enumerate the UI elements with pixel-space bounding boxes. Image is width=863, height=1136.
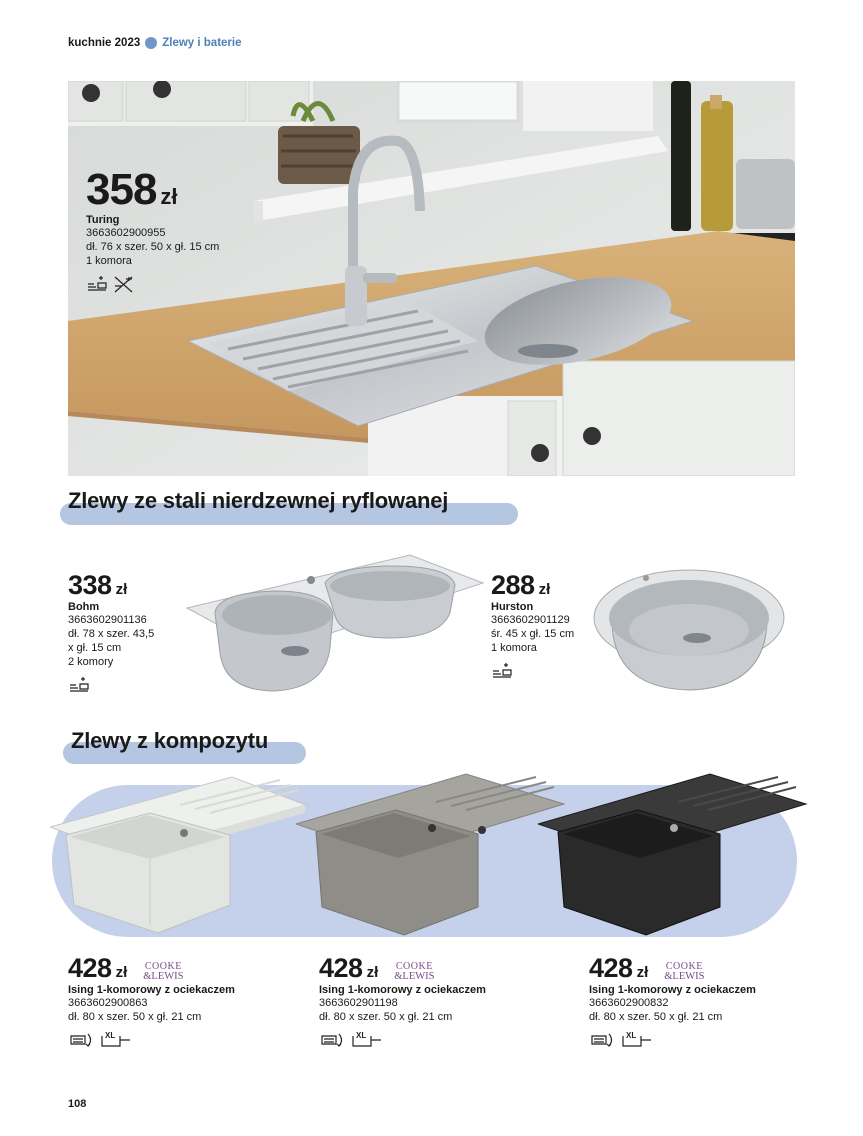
- product-ising-white-price-value: 428: [68, 953, 112, 983]
- no-dishwasher-icon: [112, 274, 136, 294]
- hero-product-name: Turing: [86, 214, 120, 226]
- product-hurston: [491, 572, 574, 681]
- product-bohm-code: 3663602901136: [68, 614, 147, 626]
- product-ising-black-feature-icons: [589, 1030, 756, 1050]
- page-number: 108: [68, 1098, 87, 1110]
- hero-price: [86, 165, 219, 214]
- product-ising-black-dims: dł. 80 x szer. 50 x gł. 21 cm: [589, 1011, 723, 1023]
- hero-product-dims: dł. 76 x szer. 50 x gł. 15 cm: [86, 241, 220, 253]
- section1-title: Zlewy ze stali nierdzewnej ryflowanej: [68, 488, 449, 513]
- xl-label: XL: [626, 1031, 637, 1040]
- xl-label: XL: [105, 1031, 116, 1040]
- product-bohm-price-currency: zł: [115, 581, 128, 598]
- product-ising-white-feature-icons: [68, 1030, 235, 1050]
- reversible-sink-icon: [589, 1030, 615, 1050]
- catalog-label: kuchnie 2023: [68, 37, 141, 49]
- product-ising-white-price-currency: zł: [115, 964, 128, 981]
- product-hurston-price: [491, 572, 574, 599]
- product-ising-black-price-currency: zł: [636, 964, 649, 981]
- product-ising-grey-name: Ising 1-komorowy z ociekaczem: [319, 984, 486, 996]
- product-ising-grey-dims: dł. 80 x szer. 50 x gł. 21 cm: [319, 1011, 453, 1023]
- xl-bowl-icon: [98, 1030, 136, 1050]
- product-bohm-feature-icons: [68, 675, 154, 695]
- category-link[interactable]: Zlewy i baterie: [162, 37, 242, 49]
- reversible-sink-icon: [319, 1030, 345, 1050]
- breadcrumb-dot-icon: [145, 37, 157, 49]
- drainer-sink-icon: [68, 675, 90, 695]
- xl-label: XL: [356, 1031, 367, 1040]
- hero-product-code: 3663602900955: [86, 227, 166, 239]
- hero-price-value: 358: [86, 165, 157, 214]
- product-ising-grey-image: [296, 772, 568, 937]
- product-ising-black-image: [538, 772, 808, 937]
- hero-product-info: [86, 165, 220, 294]
- cooke-lewis-logo: COOKE &LEWIS: [143, 961, 184, 982]
- product-ising-white-code: 3663602900863: [68, 997, 148, 1009]
- product-bohm-dims-depth: x gł. 15 cm: [68, 642, 122, 654]
- drainer-sink-icon: [491, 661, 513, 681]
- product-bohm-price: [68, 572, 154, 599]
- product-hurston-feature-icons: [491, 661, 574, 681]
- product-bohm: [68, 572, 154, 695]
- product-ising-black-code: 3663602900832: [589, 997, 669, 1009]
- product-ising-grey: [319, 955, 486, 1050]
- product-ising-black-name: Ising 1-komorowy z ociekaczem: [589, 984, 756, 996]
- product-ising-grey-price-value: 428: [319, 953, 363, 983]
- product-hurston-dims: śr. 45 x gł. 15 cm: [491, 628, 575, 640]
- cooke-lewis-logo: COOKE &LEWIS: [664, 961, 705, 982]
- product-hurston-chambers: 1 komora: [491, 642, 537, 654]
- product-ising-black-price: [589, 955, 648, 982]
- product-ising-grey-price-currency: zł: [366, 964, 379, 981]
- product-ising-white-price: [68, 955, 127, 982]
- product-bohm-image: [185, 553, 485, 695]
- product-hurston-price-value: 288: [491, 570, 535, 600]
- product-ising-grey-price: [319, 955, 378, 982]
- cooke-lewis-logo: COOKE &LEWIS: [394, 961, 435, 982]
- xl-bowl-icon: [619, 1030, 657, 1050]
- hero-product-chambers: 1 komora: [86, 255, 132, 267]
- product-bohm-chambers: 2 komory: [68, 656, 114, 668]
- drainer-sink-icon: [86, 274, 108, 294]
- hero-feature-icons: [86, 274, 219, 294]
- breadcrumb: [68, 37, 242, 49]
- product-ising-grey-code: 3663602901198: [319, 997, 398, 1009]
- product-bohm-dims: dł. 78 x szer. 43,5: [68, 628, 155, 640]
- product-ising-white: [68, 955, 235, 1050]
- reversible-sink-icon: [68, 1030, 94, 1050]
- product-ising-grey-feature-icons: [319, 1030, 486, 1050]
- product-hurston-image: [592, 568, 787, 693]
- product-ising-white-name: Ising 1-komorowy z ociekaczem: [68, 984, 235, 996]
- product-ising-black: [589, 955, 756, 1050]
- product-ising-black-price-value: 428: [589, 953, 633, 983]
- product-hurston-code: 3663602901129: [491, 614, 570, 626]
- product-ising-white-dims: dł. 80 x szer. 50 x gł. 21 cm: [68, 1011, 202, 1023]
- product-hurston-price-currency: zł: [538, 581, 551, 598]
- product-bohm-name: Bohm: [68, 601, 100, 613]
- xl-bowl-icon: [349, 1030, 387, 1050]
- product-hurston-name: Hurston: [491, 601, 534, 613]
- product-ising-white-image: [50, 775, 310, 935]
- hero-price-currency: zł: [160, 184, 178, 209]
- section2-title: Zlewy z kompozytu: [71, 728, 269, 753]
- product-bohm-price-value: 338: [68, 570, 112, 600]
